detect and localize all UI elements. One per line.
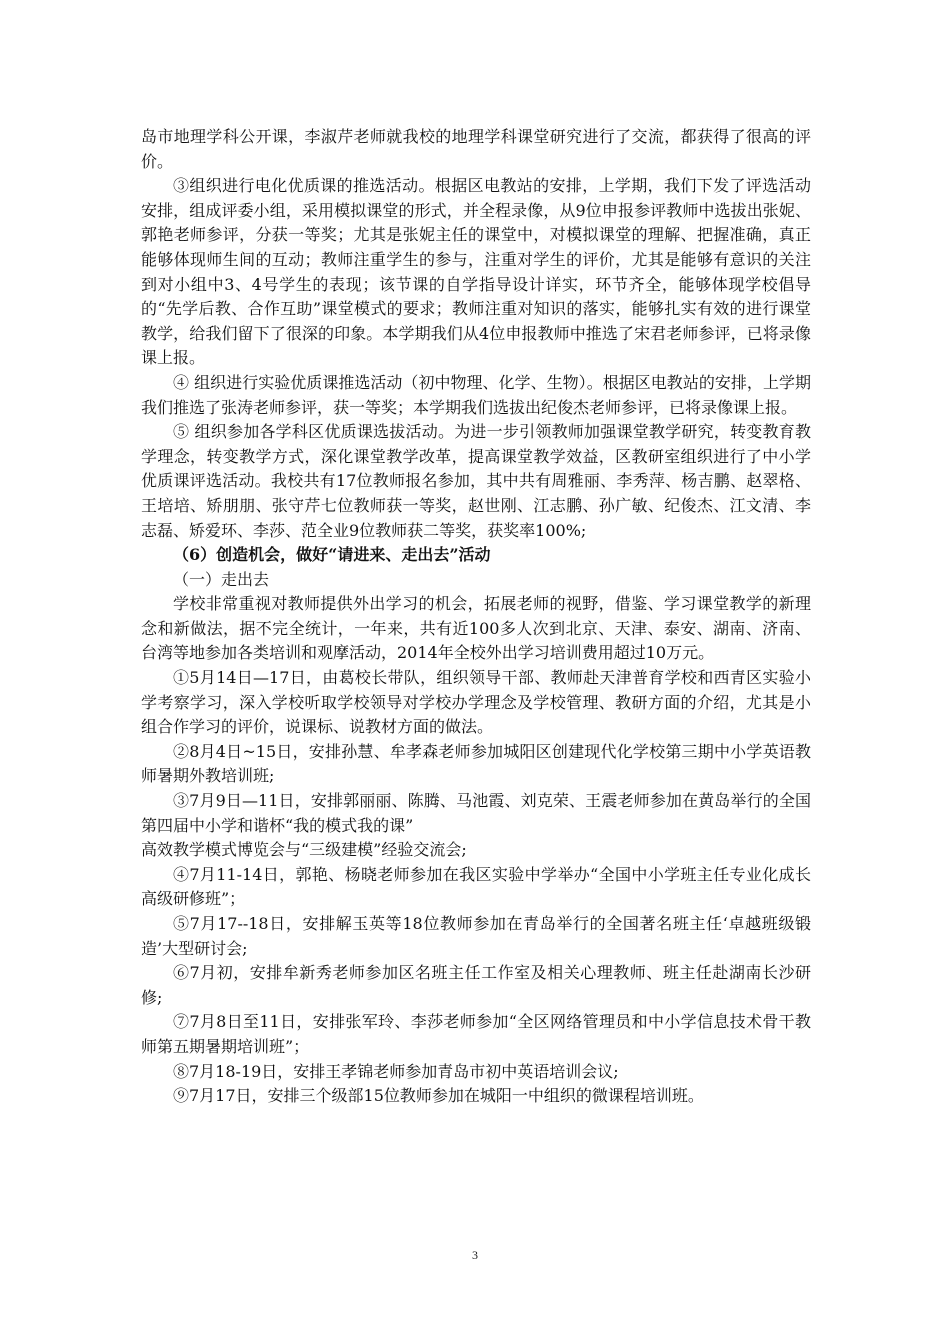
sub-heading: （一）走出去 [173,569,270,589]
section-heading: （6）创造机会，做好“请进来、走出去”活动 [173,545,491,565]
list-item: ⑦7月8日至11日，安排张军玲、李莎老师参加“全区网络管理员和中小学信息技术骨干教师第五期暑期培训班”； [141,1012,811,1056]
page-number: 3 [472,1248,478,1262]
list-item: ⑧7月18-19日，安排王孝锦老师参加青岛市初中英语培训会议; [173,1061,619,1081]
list-item: ①5月14日—17日，由葛校长带队，组织领导干部、教师赴天津普育学校和西青区实验小学考察学习，深入学校听取学校领导对学校办学理念及学校管理、教研方面的介绍，尤其是小组合作学习的评价，说课标、说教材方面的做法。 [141,668,811,737]
list-item-continuation: 高效教学模式博览会与“三级建模”经验交流会; [141,840,467,860]
paragraph: ④ 组织进行实验优质课推选活动（初中物理、化学、生物）。根据区电教站的安排，上学期我们推选了张涛老师参评，获一等奖；本学期我们选拔出纪俊杰老师参评，已将录像课上报。 [141,372,811,417]
paragraph: 岛市地理学科公开课，李淑芹老师就我校的地理学科课堂研究进行了交流，都获得了很高的评价。 [141,127,811,171]
list-item: ⑨7月17日，安排三个级部15位教师参加在城阳一中组织的微课程培训班。 [173,1086,704,1106]
paragraph: ③组织进行电化优质课的推选活动。根据区电教站的安排，上学期，我们下发了评选活动安排，组成评委小组，采用模拟课堂的形式，并全程录像，从9位申报参评教师中选拔出张妮、郭艳老师参评，分获一等奖；尤其是张妮主任的课堂中，对模拟课堂的理解、把握准确，真正能够体现师生间的互动；教师注重学生的参与，注重对学生的评价，尤其是能够有意识的关注到对小组中3、4号学生的表现；该节课的自学指导设计详实，环节齐全，能够体现学校倡导的“先学后教、合作互助”课堂模式的要求；教师注重对知识的落实，能够扎实有效的进行课堂教学，给我们留下了很深的印象。本学期我们从4位申报教师中推选了宋君老师参评，已将录像课上报。 [141,176,811,368]
document-body [141,125,811,1109]
paragraph: 学校非常重视对教师提供外出学习的机会，拓展老师的视野，借鉴、学习课堂教学的新理念和新做法，据不完全统计，一年来，共有近100多人次到北京、天津、泰安、湖南、济南、台湾等地参加各类培训和观摩活动，2014年全校外出学习培训费用超过10万元。 [141,594,811,663]
paragraph: ⑤ 组织参加各学科区优质课选拔活动。为进一步引领教师加强课堂教学研究，转变教育教学理念，转变教学方式，深化课堂教学改革，提高课堂教学效益，区教研室组织进行了中小学优质课评选活动。我校共有17位教师报名参加，其中共有周雅丽、李秀萍、杨吉鹏、赵翠格、王培培、矫朋朋、张守芹七位教师获一等奖，赵世刚、江志鹏、孙广敏、纪俊杰、江文清、李志磊、矫爱环、李莎、范全业9位教师获二等奖，获奖率100%; [141,422,811,540]
list-item: ③7月9日—11日，安排郭丽丽、陈腾、马池霞、刘克荣、王震老师参加在黄岛举行的全国第四届中小学和谐杯“我的模式我的课” [141,791,811,835]
list-item: ⑥7月初，安排牟新秀老师参加区名班主任工作室及相关心理教师、班主任赴湖南长沙研修; [141,963,811,1007]
list-item: ④7月11-14日，郭艳、杨晓老师参加在我区实验中学举办“全国中小学班主任专业化成长高级研修班”； [141,864,811,909]
list-item: ⑤7月17--18日，安排解玉英等18位教师参加在青岛举行的全国著名班主任‘卓越班级锻造’大型研讨会; [141,914,811,958]
list-item: ②8月4日~15日，安排孙慧、牟孝森老师参加城阳区创建现代化学校第三期中小学英语教师暑期外教培训班; [141,741,811,786]
